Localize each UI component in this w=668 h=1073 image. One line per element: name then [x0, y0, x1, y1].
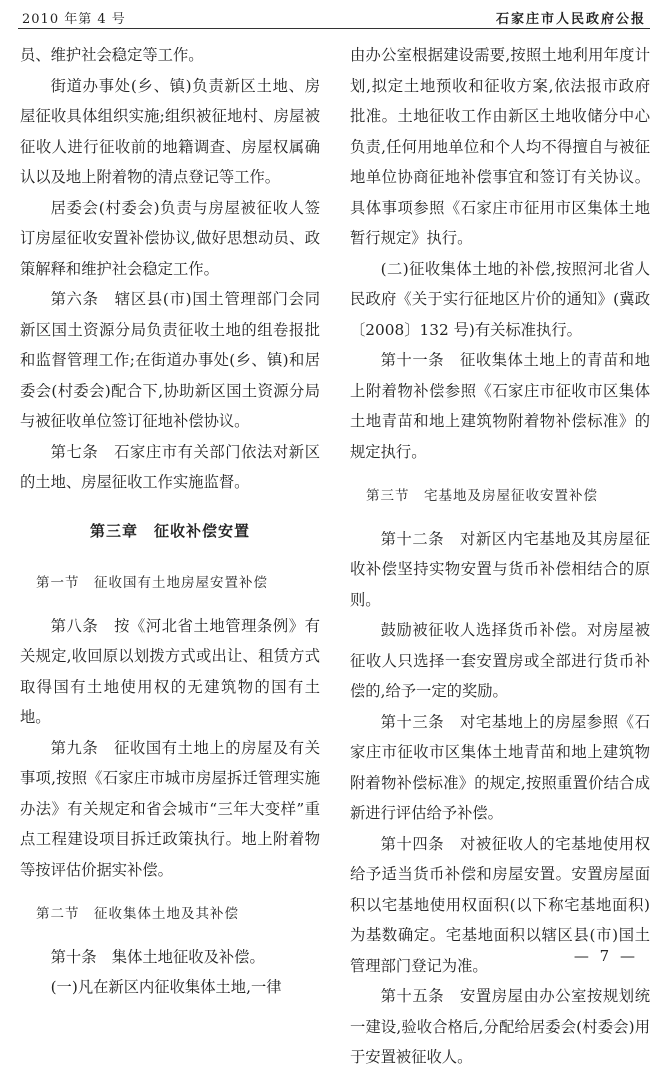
article-8: 第八条 按《河北省土地管理条例》有关规定,收回原以划拨方式或出让、租赁方式取得国有土地使用权的无建筑物的国有土地。 [20, 616, 320, 726]
paragraph: (二)征收集体土地的补偿,按照河北省人民政府《关于实行征地区片价的通知》(冀政〔2008〕132 号)有关标准执行。 [350, 259, 650, 339]
article-11: 第十一条 征收集体土地上的青苗和地上附着物补偿参照《石家庄市征收市区集体土地青苗和地上建筑物附着物补偿标准》的规定执行。 [350, 351, 650, 461]
paragraph: (一)凡在新区内征收集体土地,一律 [50, 978, 282, 996]
paragraph: 居委会(村委会)负责与房屋被征收人签订房屋征收安置补偿协议,做好思想动员、政策解释和维护社会稳定工作。 [20, 198, 320, 278]
article-12: 第十二条 对新区内宅基地及其房屋征收补偿坚持实物安置与货币补偿相结合的原则。 [350, 529, 650, 609]
article-13: 第十三条 对宅基地上的房屋参照《石家庄市征收市区集体土地青苗和地上建筑物附着物补偿标准》的规定,按照重置价结合成新进行评估给予补偿。 [350, 712, 650, 822]
paragraph: 鼓励被征收人选择货币补偿。对房屋被征收人只选择一套安置房或全部进行货币补偿的,给予一定的奖励。 [350, 621, 650, 700]
article-9: 第九条 征收国有土地上的房屋及有关事项,按照《石家庄市城市房屋拆迁管理实施办法》有关规定和省会城市“三年大变样”重点工程建设项目拆迁政策执行。地上附着物等按评估价据实补偿。 [20, 738, 320, 879]
publication-title: 石家庄市人民政府公报 [495, 12, 646, 27]
section-heading: 第三节 宅基地及房屋征收安置补偿 [366, 488, 598, 504]
article-10: 第十条 集体土地征收及补偿。 [50, 947, 265, 966]
section-heading: 第二节 征收集体土地及其补偿 [36, 906, 239, 922]
page-number: — 7 — [573, 947, 638, 965]
article-14: 第十四条 对被征收人的宅基地使用权给予适当货币补偿和房屋安置。安置房屋面积以宅基地使用权面积(以下称宅基地面积)为基数确定。宅基地面积以辖区县(市)国土管理部门登记为准。 [350, 834, 650, 975]
article-7: 第七条 石家庄市有关部门依法对新区的土地、房屋征收工作实施监督。 [20, 442, 320, 491]
article-15: 第十五条 安置房屋由办公室按规划统一建设,验收合格后,分配给居委会(村委会)用于安置被征收人。 [350, 987, 650, 1066]
issue-label: 2010 年第 4 号 [22, 12, 126, 27]
paragraph: 街道办事处(乡、镇)负责新区土地、房屋征收具体组织实施;组织被征地村、房屋被征收人进行征收前的地籍调查、房屋权属确认以及地上附着物的清点登记等工作。 [20, 76, 320, 186]
article-6: 第六条 辖区县(市)国土管理部门会同新区国土资源分局负责征收土地的组卷报批和监督管理工作;在街道办事处(乡、镇)和居委会(村委会)配合下,协助新区国土资源分局与被征收单位签订征地补偿协议。 [20, 290, 320, 430]
right-column [350, 40, 650, 1073]
paragraph: 员、维护社会稳定等工作。 [20, 46, 204, 64]
section-heading: 第一节 征收国有土地房屋安置补偿 [36, 575, 268, 591]
running-header [18, 0, 650, 29]
paragraph: 由办公室根据建设需要,按照土地利用年度计划,拟定土地预收和征收方案,依法报市政府批准。土地征收工作由新区土地收储分中心负责,任何用地单位和个人均不得擅自与被征地单位协商征地补偿事宜和签订有关协议。具体事项参照《石家庄市征用市区集体土地暂行规定》执行。 [350, 46, 650, 247]
chapter-heading: 第三章 征收补偿安置 [89, 521, 250, 540]
left-column [20, 40, 320, 1003]
